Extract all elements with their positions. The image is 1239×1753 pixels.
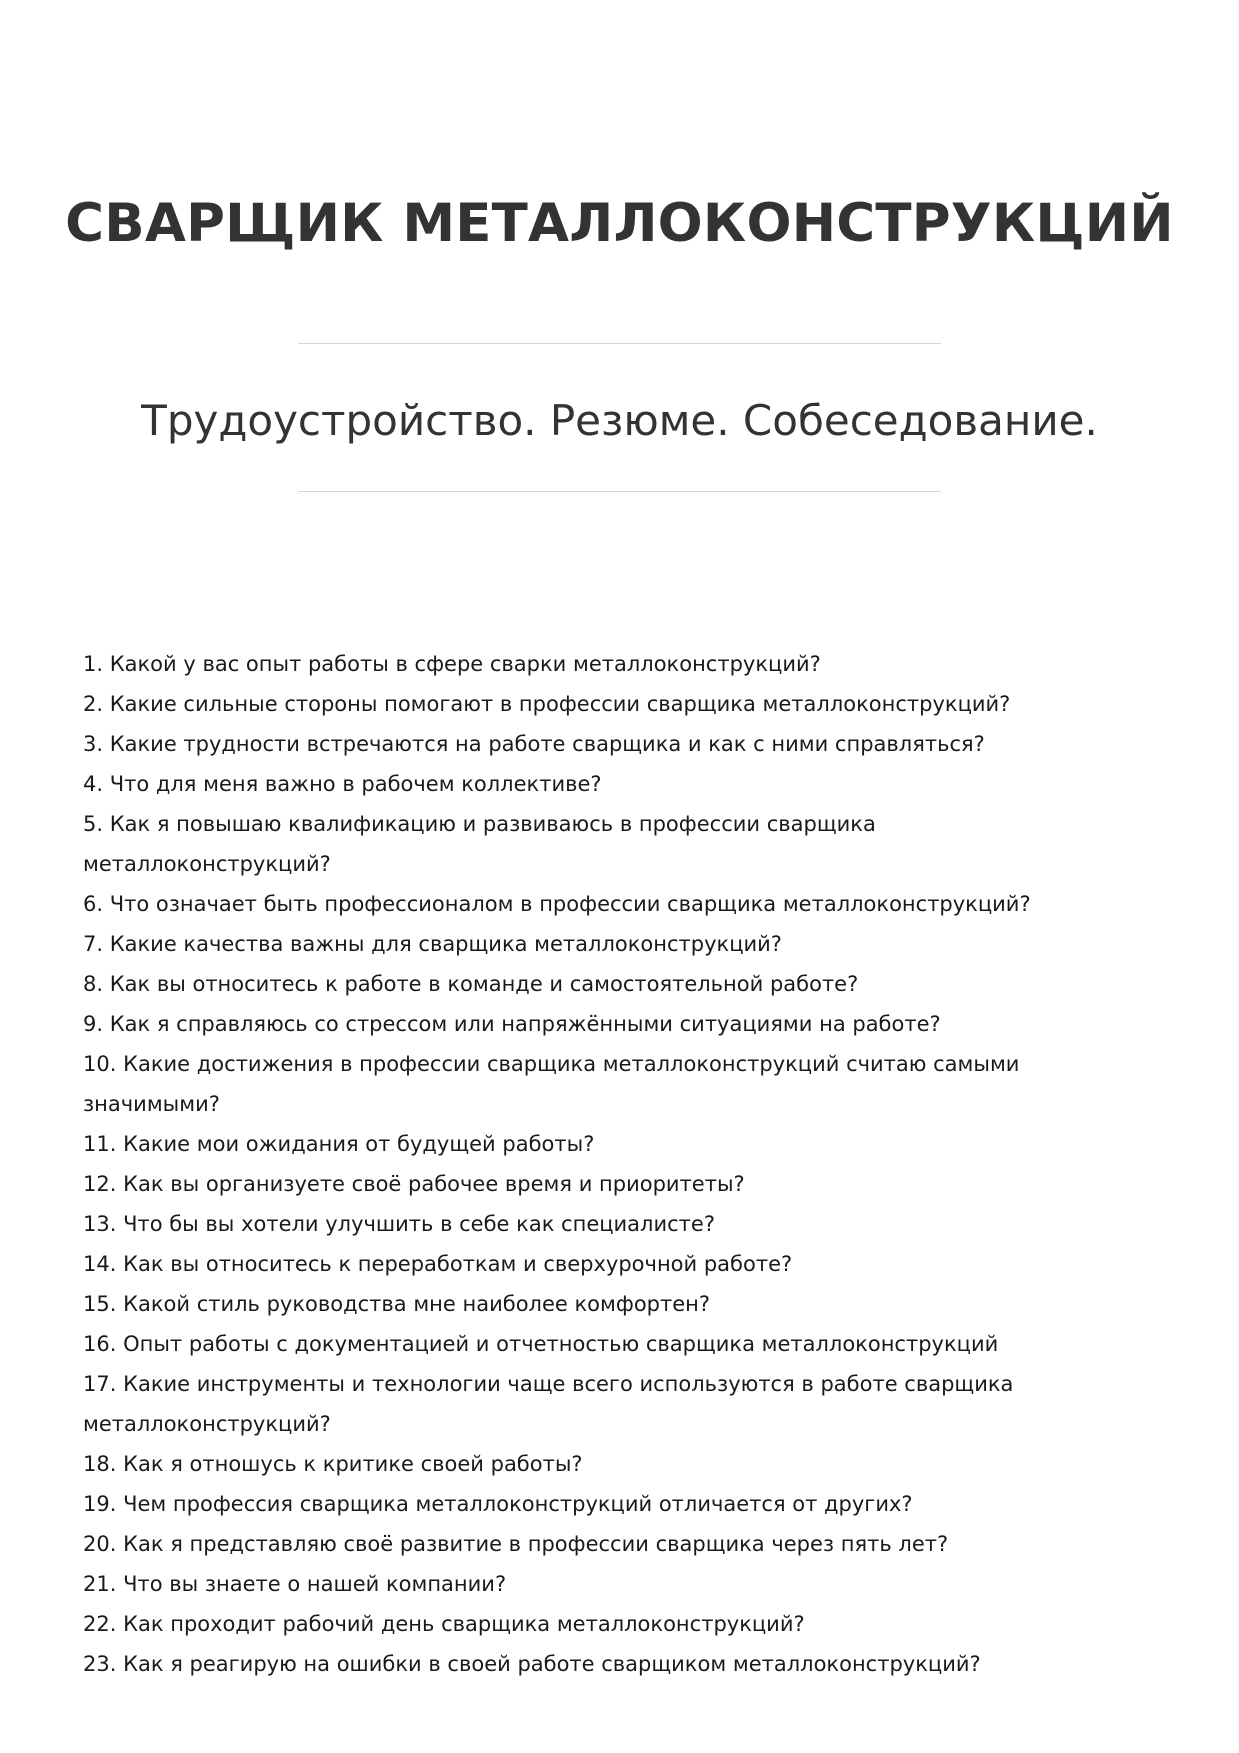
question-item: 14. Как вы относитесь к переработкам и сверхурочной работе? [83, 1252, 793, 1276]
question-item: 15. Какой стиль руководства мне наиболее комфортен? [83, 1292, 711, 1316]
question-item: 13. Что бы вы хотели улучшить в себе как специалисте? [83, 1212, 715, 1236]
page-subtitle: Трудоустройство. Резюме. Собеседование. [141, 396, 1098, 445]
question-item: 22. Как проходит рабочий день сварщика металлоконструкций? [83, 1612, 805, 1636]
question-list [83, 644, 1083, 1684]
question-item: 19. Чем профессия сварщика металлоконструкций отличается от других? [83, 1492, 913, 1516]
question-item: 12. Как вы организуете своё рабочее время и приоритеты? [83, 1172, 745, 1196]
question-item: 20. Как я представляю своё развитие в профессии сварщика через пять лет? [83, 1532, 949, 1556]
title-divider-top [298, 343, 941, 344]
question-item: 8. Как вы относитесь к работе в команде и самостоятельной работе? [83, 972, 859, 996]
question-item: 23. Как я реагирую на ошибки в своей работе сварщиком металлоконструкций? [83, 1652, 981, 1676]
title-divider-bottom [298, 491, 941, 492]
question-item: 21. Что вы знаете о нашей компании? [83, 1572, 507, 1596]
question-item: 9. Как я справляюсь со стрессом или напряжёнными ситуациями на работе? [83, 1012, 941, 1036]
page-title: СВАРЩИК МЕТАЛЛОКОНСТРУКЦИЙ [65, 193, 1174, 254]
question-item: 4. Что для меня важно в рабочем коллективе? [83, 772, 602, 796]
question-item: 2. Какие сильные стороны помогают в профессии сварщика металлоконструкций? [83, 692, 1011, 716]
question-item: 7. Какие качества важны для сварщика металлоконструкций? [83, 932, 782, 956]
question-item: 5. Как я повышаю квалификацию и развиваюсь в профессии сварщика металлоконструкций? [83, 812, 876, 876]
question-item: 11. Какие мои ожидания от будущей работы? [83, 1132, 595, 1156]
question-item: 17. Какие инструменты и технологии чаще всего используются в работе сварщика металлоконструкций? [83, 1372, 1014, 1436]
question-item: 16. Опыт работы с документацией и отчетностью сварщика металлоконструкций [83, 1332, 999, 1356]
question-item: 1. Какой у вас опыт работы в сфере сварки металлоконструкций? [83, 652, 821, 676]
question-item: 3. Какие трудности встречаются на работе сварщика и как с ними справляться? [83, 732, 985, 756]
question-item: 6. Что означает быть профессионалом в профессии сварщика металлоконструкций? [83, 892, 1031, 916]
question-item: 10. Какие достижения в профессии сварщика металлоконструкций считаю самыми значимыми? [83, 1052, 1020, 1116]
question-item: 18. Как я отношусь к критике своей работы? [83, 1452, 583, 1476]
